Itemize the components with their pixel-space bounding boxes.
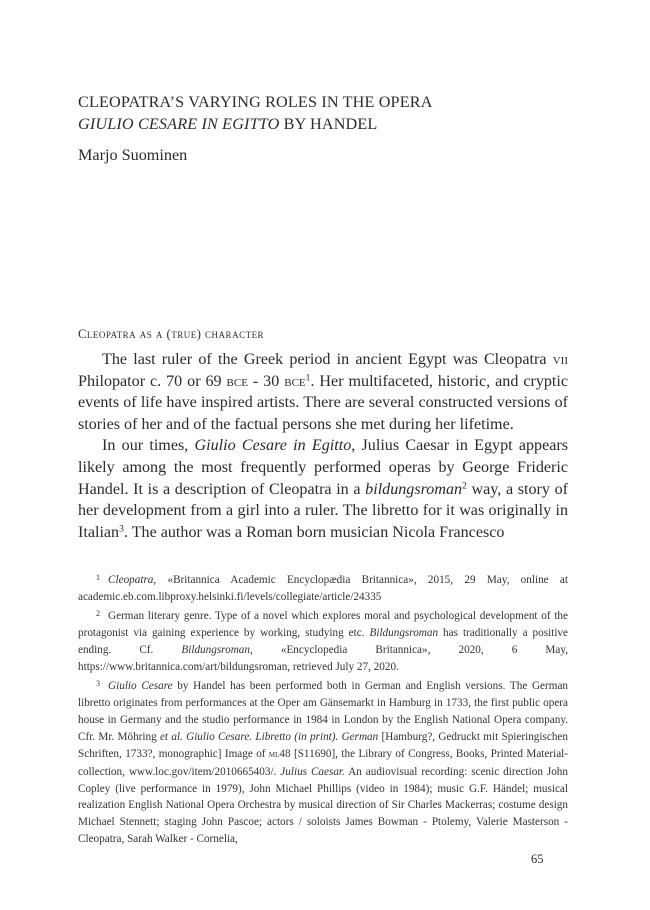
text-run: - 30 [247,372,285,390]
text-run: , «Encyclopedia Britannica», 2020, 6 May, https://www.britannica.com/art/bildungsroman, retrieved July 27, 2020. [78,644,568,673]
footnote-2 [78,606,568,676]
text-run: Julius Caesar. [280,765,345,778]
section-heading: Cleopatra as a (true) character [78,327,265,341]
text-run: Bildungsroman [369,627,439,640]
title-line-2-rest: BY HANDEL [279,115,378,133]
footnote-ref-2[interactable]: 2 [462,480,467,492]
text-run: An audiovisual recording: scenic direction John Copley (live performance in 1979), John Michael Phillips (video in 1984); music G.F. Händel; musical realization English National Opera Orchestra by musical direction of Sir Charles Mackerras; costume design Michael Stennett; staging John Pascoe; actors / soloists James Bowman - Ptolemy, Valerie Masterson - Cleopatra, Sarah Walker - Cornelia, [78,765,568,846]
text-run: . Her multifaceted, historic, and cryptic events of life have inspired artists. There are several constructed versions of stories of her and of the factual persons she met during her lifetime. [78,372,569,433]
text-run: way, a story of her development from a girl into a ruler. The libretto for it was originally in Italian [78,480,568,541]
text-run: . The author was a Roman born musician Nicola Francesco [123,523,505,541]
footnote-number: 3 [96,678,101,688]
text-run: Philopator c. 70 or 69 [78,372,227,390]
paragraph-2 [78,435,568,543]
text-run: Bildungsroman [181,644,250,657]
footnote-number: 1 [96,573,101,582]
text-run: , «Britannica Academic Encyclopædia Britannica», 2015, 29 May, online at academic.eb.com.libproxy.helsinki.fi/levels/collegiate/article/24335 [78,574,568,604]
era-abbreviation: bce [284,372,306,390]
genre-term-italic: bildungsroman [365,480,463,498]
text-run: In our times, [102,437,195,455]
title-line-1: CLEOPATRA’S VARYING ROLES IN THE OPERA [78,93,433,111]
text-run: et al. Giulio Cesare. Libretto (in print). German [159,730,379,743]
text-run: German literary genre. Type of a novel which explores moral and psychological development of the protagonist via gaining experience by working, studying etc. [78,610,568,640]
text-run: , Julius Caesar in Egypt appears likely among the most frequently performed operas by George Frideric Handel. It is a description of Cleopatra in a [78,437,568,498]
text-run: by Handel has been performed both in German and English versions. The German libretto originates from performances at the Oper am Gänsemarkt in Hamburg in 1733, the first public opera house in Germany and the studio performance in 1984 in London by the English National Opera company. Cfr. Mr. Möhring [78,680,569,743]
paragraph-1 [78,349,568,435]
article-title [78,91,578,135]
footnote-1 [78,570,568,606]
opera-title-italic: Giulio Cesare in Egitto [194,437,352,455]
text-run: Cleopatra [108,574,154,587]
footnote-3 [78,676,568,848]
footnotes [78,570,568,848]
footnote-number: 2 [96,609,101,619]
text-run: [Hamburg?, Gedruckt mit Spieringischen Schriften, 1733?, monographic] Image of [78,730,568,760]
text-run: 48 [S11690], the Library of Congress, Books, Printed Material-collection, www.loc.gov/item/2010665403/. [78,747,568,778]
era-abbreviation: bce [226,372,248,390]
roman-numeral: vii [552,351,568,368]
page-number: 65 [531,852,544,866]
text-run: The last ruler of the Greek period in ancient Egypt was Cleopatra [102,351,553,368]
title-line-2 [78,113,578,135]
footnote-ref-3[interactable]: 3 [119,523,124,535]
body-text [78,349,568,543]
text-run: has traditionally a positive ending. Cf. [78,627,568,657]
text-run: Giulio Cesare [108,680,173,693]
text-run: ml [268,748,280,760]
title-opera-name: GIULIO CESARE IN EGITTO [78,115,280,133]
footnote-ref-1[interactable]: 1 [305,372,311,384]
author-name: Marjo Suominen [78,146,188,164]
